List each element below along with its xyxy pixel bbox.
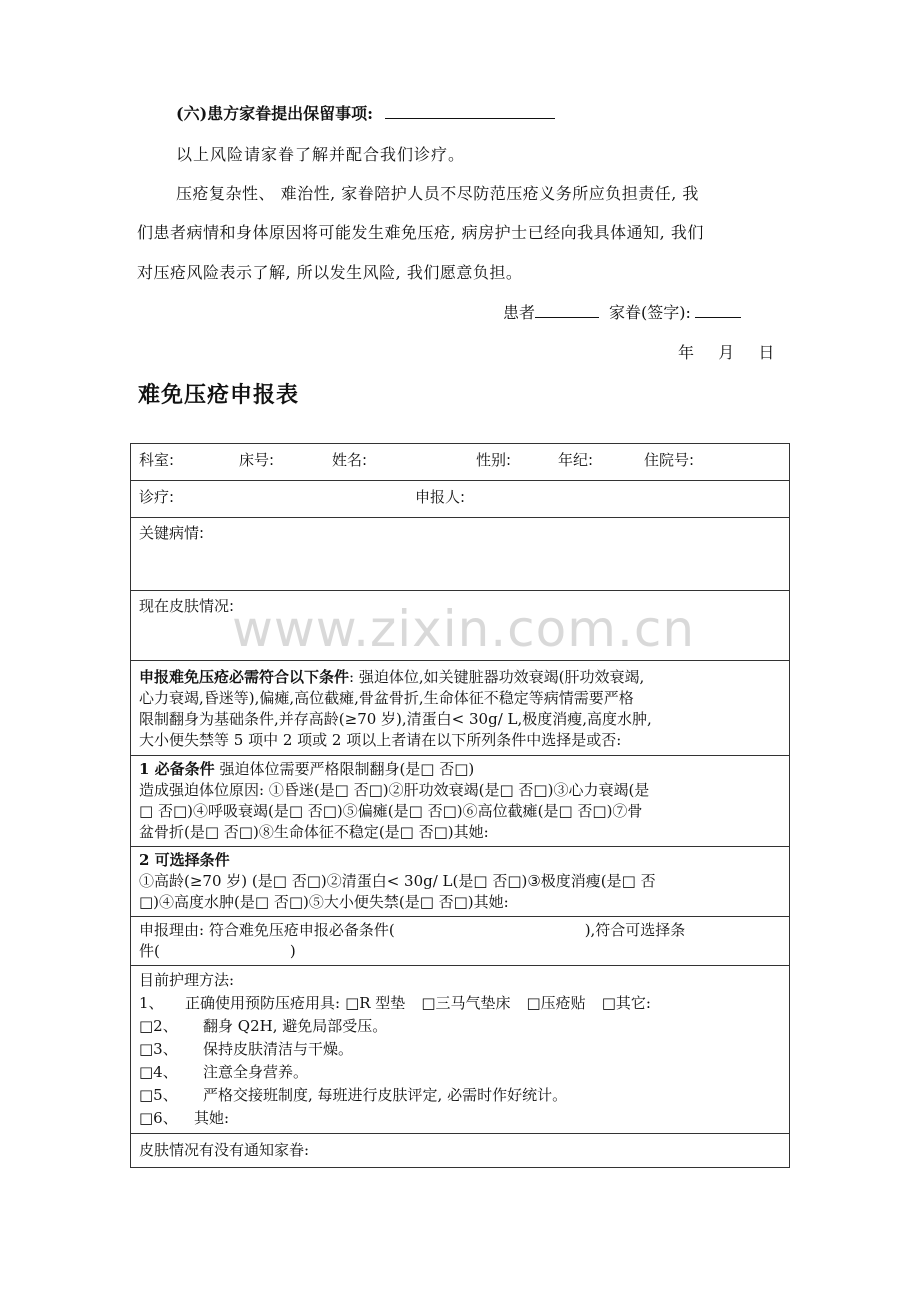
sex-field[interactable]: 性别: bbox=[476, 451, 512, 469]
requirement-line3: 限制翻身为基础条件,并存高龄(≥70 岁),清蛋白< 30g/ L,极度消瘦,高度水肿, bbox=[139, 710, 652, 728]
care-item-3-checkbox[interactable]: □3、 bbox=[139, 1040, 178, 1058]
care-item-5-text: 严格交接班制度, 每班进行皮肤评定, 必需时作好统计。 bbox=[203, 1086, 568, 1104]
date-day-label: 日 bbox=[758, 343, 775, 362]
reason-line1 bbox=[139, 920, 781, 941]
notify-family-cell[interactable] bbox=[131, 1134, 790, 1168]
notify-family-label: 皮肤情况有没有通知家眷: bbox=[139, 1141, 310, 1159]
care-methods-row bbox=[131, 966, 790, 1134]
reason-line2-suffix: ) bbox=[289, 942, 296, 960]
consent-para-line2: 们患者病情和身体原因将可能发生难免压疮, 病房护士已经向我具体通知, 我们 bbox=[137, 223, 704, 242]
family-signature-blank[interactable] bbox=[695, 301, 741, 318]
notify-family-row bbox=[131, 1134, 790, 1168]
required-heading: 1 必备条件 bbox=[139, 760, 215, 778]
consent-para-line1: 压疮复杂性、 难治性, 家眷陪护人员不尽防范压疮义务所应负担责任, 我 bbox=[176, 184, 699, 203]
retention-items-label: (六)患方家眷提出保留事项: bbox=[176, 104, 374, 123]
basic-info-cell bbox=[131, 444, 790, 481]
care-heading: 目前护理方法: bbox=[139, 971, 235, 989]
optional-heading: 2 可选择条件 bbox=[139, 851, 230, 869]
reason-line2-prefix: 件( bbox=[139, 942, 160, 960]
key-condition-row bbox=[131, 518, 790, 591]
date-year-label: 年 bbox=[678, 343, 695, 362]
optional-line1[interactable]: ①高龄(≥70 岁) (是□ 否□)②清蛋白< 30g/ L(是□ 否□)③极度消瘦(是□ 否 bbox=[139, 872, 656, 890]
skin-status-row bbox=[131, 591, 790, 661]
care-item-1 bbox=[139, 992, 781, 1015]
key-condition-label: 关键病情: bbox=[139, 524, 205, 542]
required-line1 bbox=[139, 759, 781, 780]
diagnosis-cell bbox=[131, 481, 790, 518]
bed-number-field[interactable]: 床号: bbox=[239, 451, 275, 469]
care-item-4-text: 注意全身营养。 bbox=[203, 1063, 309, 1081]
reason-line2 bbox=[139, 941, 781, 962]
care-item-4[interactable] bbox=[139, 1061, 781, 1084]
retention-items-blank[interactable] bbox=[385, 102, 555, 119]
reason-row bbox=[131, 917, 790, 966]
patient-name-field[interactable]: 姓名: bbox=[332, 451, 368, 469]
care-item-2[interactable] bbox=[139, 1015, 781, 1038]
option-ulcer-patch[interactable]: □压疮贴 bbox=[526, 994, 586, 1012]
care-item-5[interactable] bbox=[139, 1084, 781, 1107]
care-item-2-checkbox[interactable]: □2、 bbox=[139, 1017, 178, 1035]
consent-para-line3: 对压疮风险表示了解, 所以发生风险, 我们愿意负担。 bbox=[137, 263, 523, 282]
required-line3[interactable]: □ 否□)④呼吸衰竭(是□ 否□)⑤偏瘫(是□ 否□)⑥高位截瘫(是□ 否□)⑦骨 bbox=[139, 802, 643, 820]
option-r-cushion[interactable]: □R 型垫 bbox=[345, 994, 406, 1012]
watermark: www.zixin.com.cn bbox=[232, 600, 696, 658]
admission-number-field[interactable]: 住院号: bbox=[644, 451, 695, 469]
skin-status-label: 现在皮肤情况: bbox=[139, 597, 235, 615]
pressure-ulcer-report-table bbox=[130, 443, 790, 1168]
form-title: 难免压疮申报表 bbox=[138, 383, 300, 408]
requirement-cell bbox=[131, 661, 790, 756]
reporter-field[interactable]: 申报人: bbox=[415, 488, 466, 506]
care-item-3[interactable] bbox=[139, 1038, 781, 1061]
required-conditions-cell bbox=[131, 756, 790, 847]
required-conditions-row bbox=[131, 756, 790, 847]
requirement-row bbox=[131, 661, 790, 756]
required-line2[interactable]: 造成强迫体位原因: ①昏迷(是□ 否□)②肝功效衰竭(是□ 否□)③心力衰竭(是 bbox=[139, 781, 650, 799]
care-item-4-checkbox[interactable]: □4、 bbox=[139, 1063, 178, 1081]
skin-status-cell[interactable] bbox=[131, 591, 790, 661]
optional-conditions-row bbox=[131, 847, 790, 917]
basic-info-row bbox=[131, 444, 790, 481]
diagnosis-field[interactable]: 诊疗: bbox=[139, 488, 175, 506]
date-month-label: 月 bbox=[718, 343, 735, 362]
signature-line bbox=[503, 300, 741, 323]
care-item-6-text: 其她: bbox=[194, 1109, 230, 1127]
age-field[interactable]: 年纪: bbox=[558, 451, 594, 469]
option-air-mattress[interactable]: □三马气垫床 bbox=[421, 994, 511, 1012]
requirement-line4: 大小便失禁等 5 项中 2 项或 2 项以上者请在以下所列条件中选择是或否: bbox=[139, 731, 622, 749]
family-signature-label: 家眷(签字): bbox=[609, 303, 691, 322]
optional-line2[interactable]: □)④高度水肿(是□ 否□)⑤大小便失禁(是□ 否□)其她: bbox=[139, 893, 509, 911]
required-line4[interactable]: 盆骨折(是□ 否□)⑧生命体征不稳定(是□ 否□)其她: bbox=[139, 823, 489, 841]
requirement-line2: 心力衰竭,昏迷等),偏瘫,高位截瘫,骨盆骨折,生命体征不稳定等病情需要严格 bbox=[139, 689, 634, 707]
reason-cell bbox=[131, 917, 790, 966]
patient-signature-blank[interactable] bbox=[535, 301, 599, 318]
patient-signature-label: 患者 bbox=[503, 303, 536, 322]
required-line1-text[interactable]: 强迫体位需要严格限制翻身(是□ 否□) bbox=[214, 760, 475, 778]
care-item-1-text: 正确使用预防压疮用具: bbox=[185, 994, 341, 1012]
care-item-2-text: 翻身 Q2H, 避免局部受压。 bbox=[203, 1017, 388, 1035]
optional-conditions-cell bbox=[131, 847, 790, 917]
department-field[interactable]: 科室: bbox=[139, 451, 175, 469]
diagnosis-row bbox=[131, 481, 790, 518]
care-item-1-number: 1、 bbox=[139, 994, 164, 1012]
key-condition-cell[interactable] bbox=[131, 518, 790, 591]
reason-line1-suffix: ),符合可选择条 bbox=[584, 921, 686, 939]
care-item-5-checkbox[interactable]: □5、 bbox=[139, 1086, 178, 1104]
reason-line1-prefix: 申报理由: 符合难免压疮申报必备条件( bbox=[139, 921, 395, 939]
care-item-3-text: 保持皮肤清洁与干燥。 bbox=[203, 1040, 354, 1058]
requirement-line1 bbox=[139, 667, 781, 688]
requirement-heading: 申报难免压疮必需符合以下条件 bbox=[139, 668, 350, 686]
requirement-line1-text: : 强迫体位,如关键脏器功效衰竭(肝功效衰竭, bbox=[349, 668, 645, 686]
retention-items-line bbox=[176, 101, 555, 124]
date-line bbox=[678, 340, 774, 363]
care-item-6-checkbox[interactable]: □6、 bbox=[139, 1109, 178, 1127]
notice-text: 以上风险请家眷了解并配合我们诊疗。 bbox=[176, 145, 466, 164]
care-methods-cell bbox=[131, 966, 790, 1134]
care-item-6[interactable] bbox=[139, 1107, 781, 1130]
option-other[interactable]: □其它: bbox=[601, 994, 651, 1012]
